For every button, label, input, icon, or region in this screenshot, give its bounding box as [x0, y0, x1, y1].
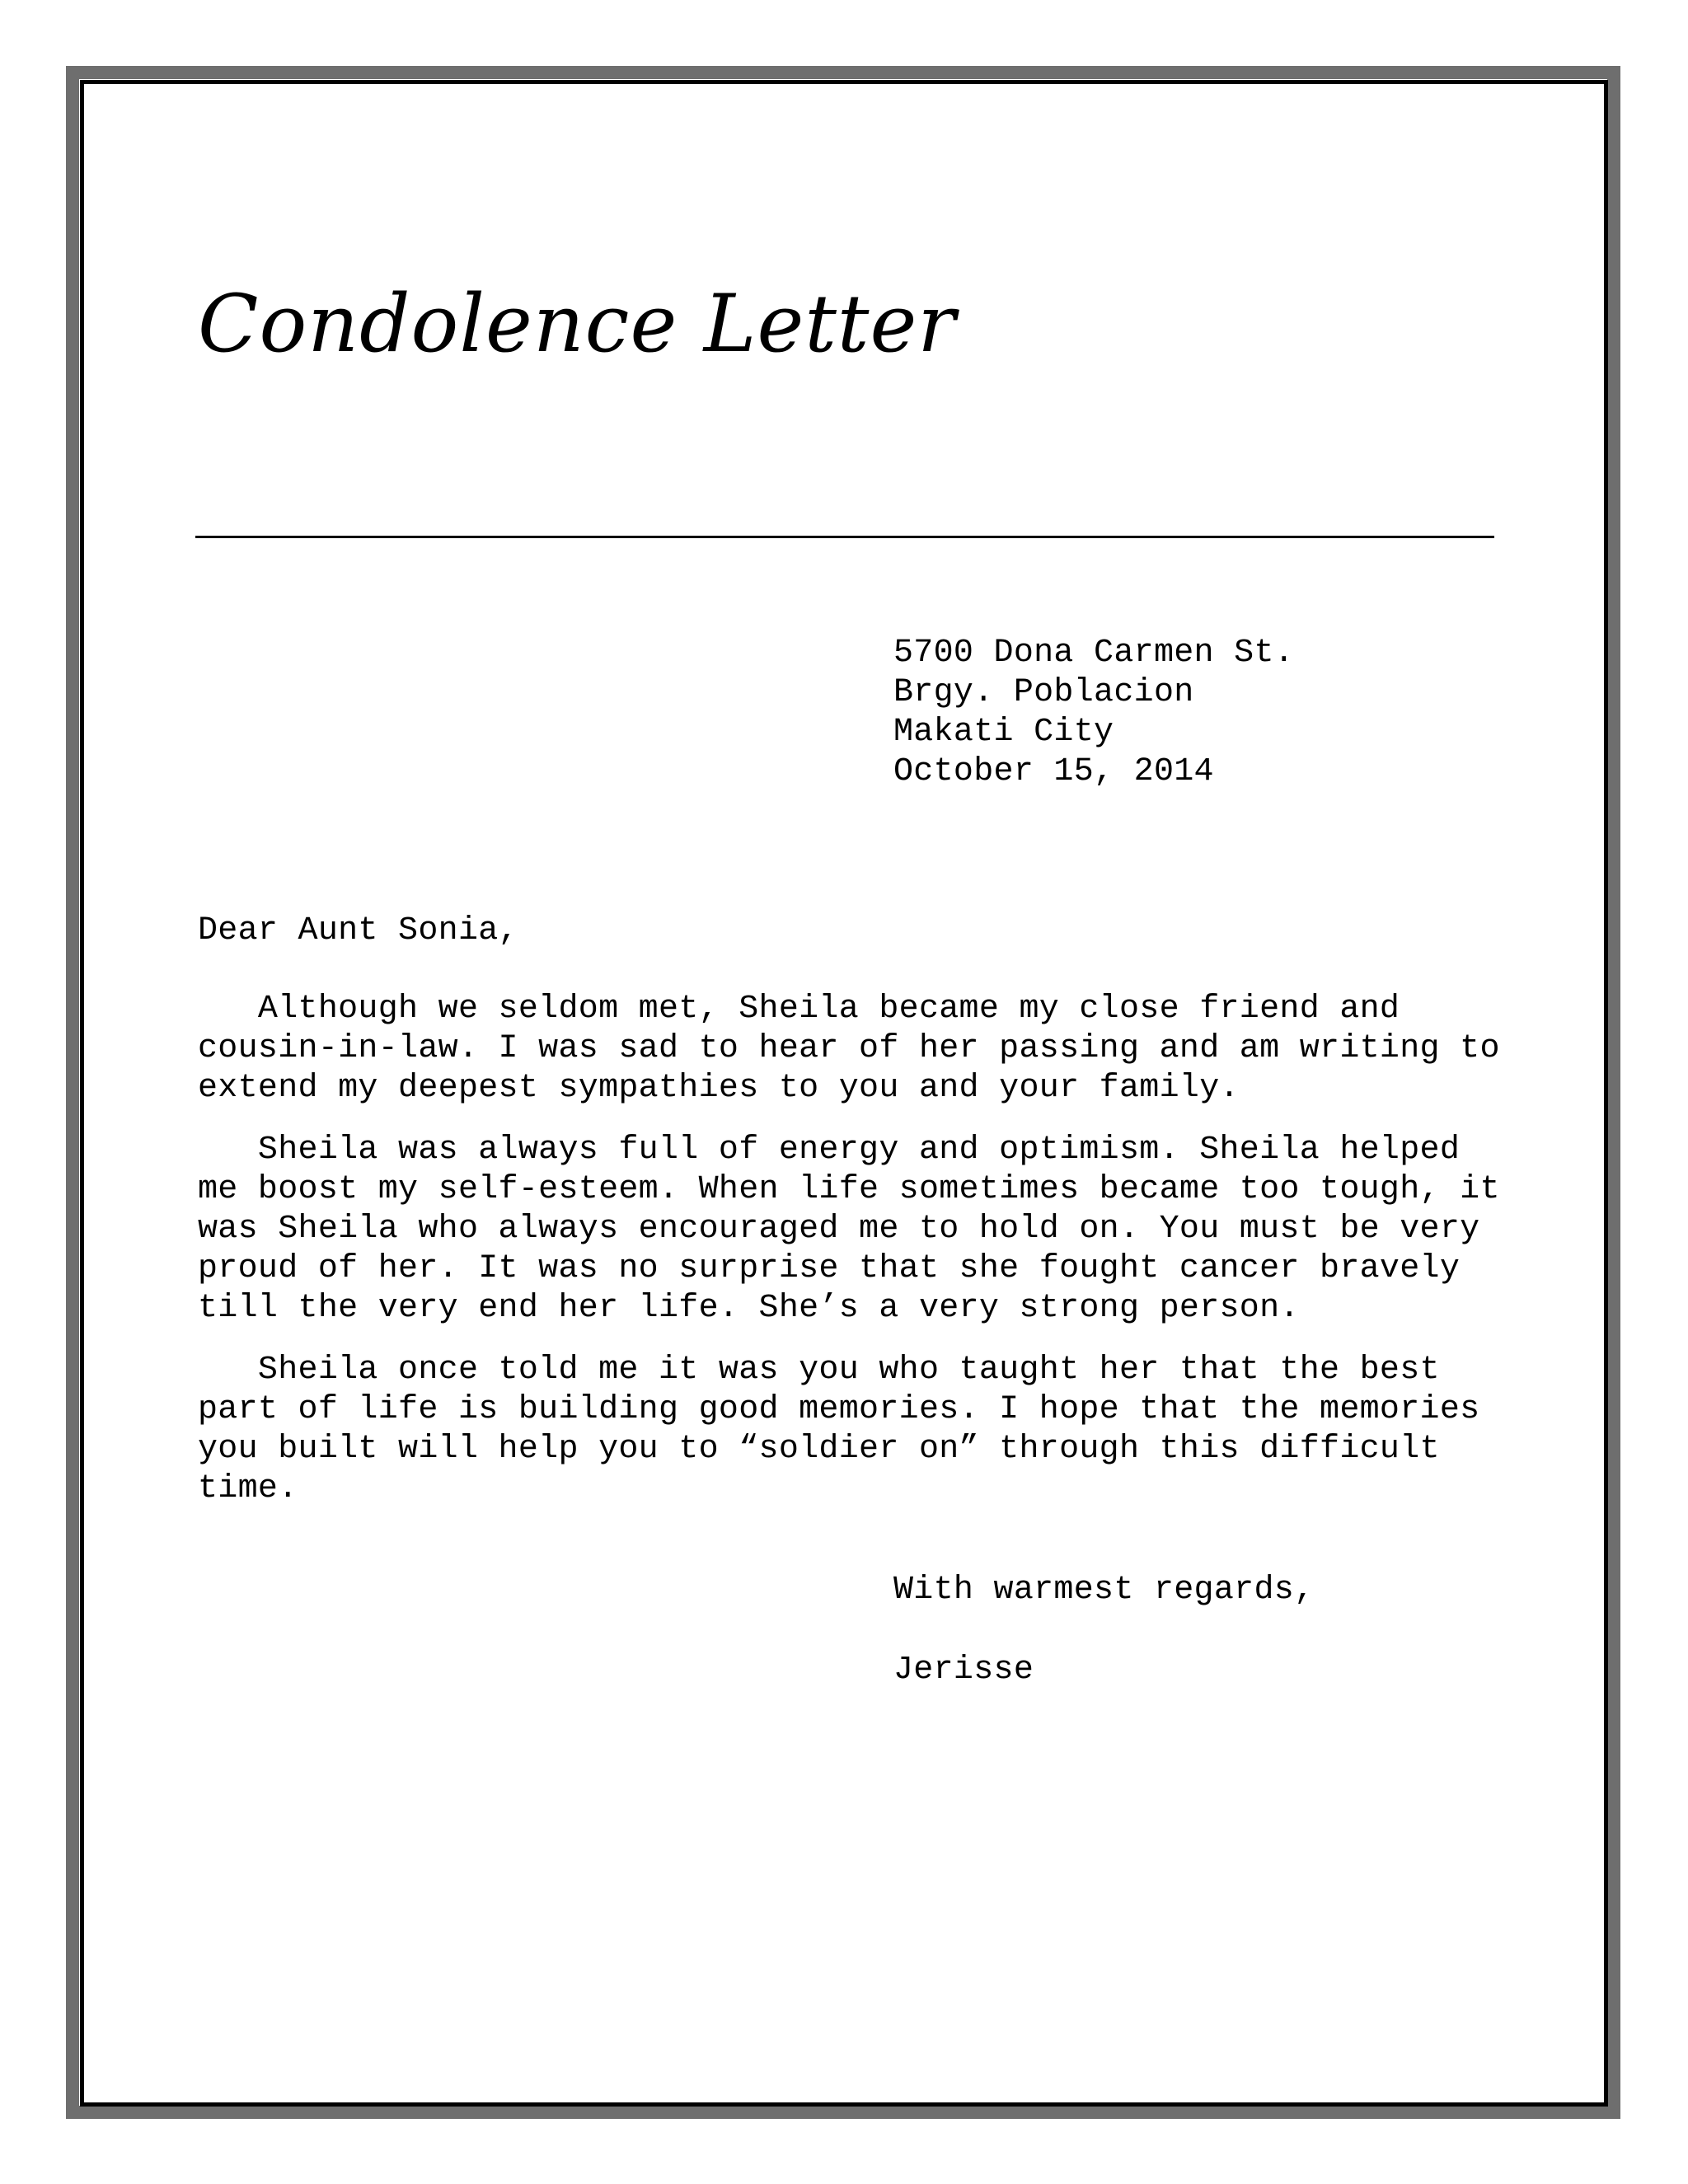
letter-title: Condolence Letter [198, 278, 957, 370]
signature-name: Jerisse [893, 1652, 1034, 1689]
letter-date: October 15, 2014 [893, 753, 1214, 790]
address-barangay: Brgy. Poblacion [893, 674, 1194, 711]
body-line: Sheila was always full of energy and optimism. Sheila helped [198, 1132, 1461, 1169]
title-divider [195, 536, 1494, 538]
body-line: you built will help you to “soldier on” through this difficult [198, 1431, 1440, 1468]
letter-body [198, 990, 1533, 1531]
body-line: part of life is building good memories. I hope that the memories [198, 1391, 1480, 1428]
body-line: proud of her. It was no surprise that she fought cancer bravely [198, 1250, 1461, 1287]
body-line: was Sheila who always encouraged me to hold on. You must be very [198, 1211, 1480, 1248]
body-line: cousin-in-law. I was sad to hear of her passing and am writing to [198, 1030, 1500, 1067]
body-line: till the very end her life. She’s a very strong person. [198, 1290, 1300, 1327]
body-line: Sheila once told me it was you who taught her that the best [198, 1352, 1440, 1389]
address-street: 5700 Dona Carmen St. [893, 635, 1295, 672]
salutation: Dear Aunt Sonia, [198, 912, 518, 949]
body-line: extend my deepest sympathies to you and your family. [198, 1070, 1240, 1107]
closing-phrase: With warmest regards, [893, 1572, 1315, 1609]
sender-address-block [893, 634, 1294, 792]
body-paragraph [198, 1131, 1533, 1329]
body-line: time. [198, 1470, 298, 1507]
body-line: me boost my self-esteem. When life sometimes became too tough, it [198, 1171, 1500, 1208]
body-paragraph [198, 1351, 1533, 1509]
address-city: Makati City [893, 714, 1114, 751]
body-paragraph [198, 990, 1533, 1108]
body-line: Although we seldom met, Sheila became my close friend and [198, 991, 1400, 1028]
